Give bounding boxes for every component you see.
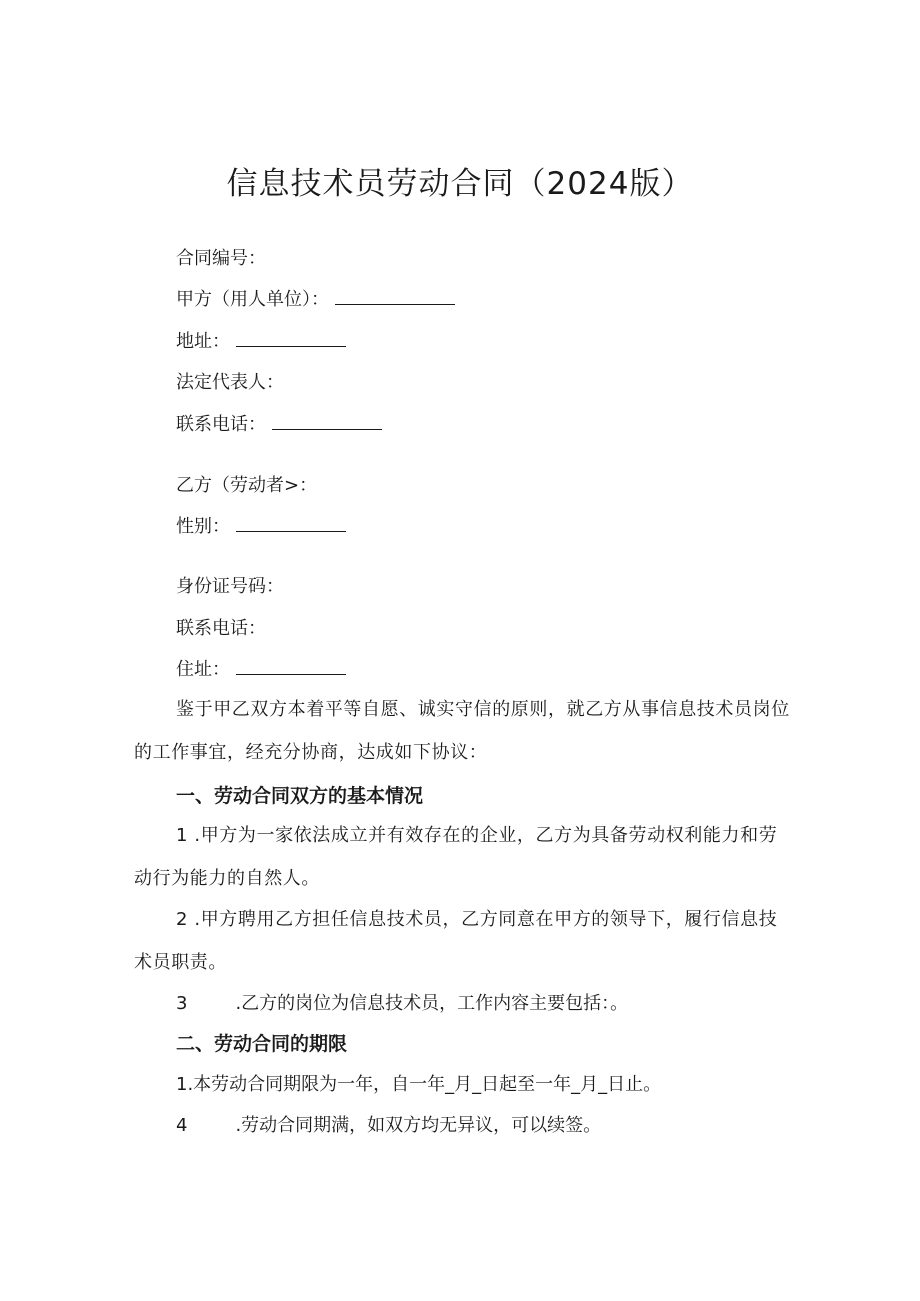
- document-title: 信息技术员劳动合同（2024版）: [226, 166, 694, 202]
- employer-label: 甲方（用人单位）：: [176, 289, 329, 310]
- employer-address-line: [176, 330, 346, 354]
- preamble-paragraph: [134, 688, 790, 774]
- section1-item3-number: 3: [176, 993, 188, 1014]
- section2-item4-number: 4: [176, 1115, 188, 1136]
- employer-phone-blank: [272, 413, 382, 430]
- employer-line: [176, 288, 455, 312]
- section2-item4-text: .劳动合同期满，如双方均无异议，可以续签。: [235, 1115, 602, 1136]
- contract-number-label: 合同编号：: [176, 248, 266, 269]
- section1-item3-text: .乙方的岗位为信息技术员，工作内容主要包括：。: [235, 993, 629, 1014]
- worker-address-line: [176, 658, 346, 682]
- worker-label: 乙方（劳动者>：: [176, 475, 318, 496]
- section1-item2-text: .甲方聘用乙方担任信息技术员，乙方同意在甲方的领导下，履行信息技术员职责。: [134, 909, 778, 973]
- section1-item3: [176, 992, 628, 1016]
- worker-address-label: 住址：: [176, 659, 230, 680]
- section2-heading: 二、劳动合同的期限: [176, 1033, 348, 1055]
- preamble-text: 鉴于甲乙双方本着平等自愿、诚实守信的原则，就乙方从事信息技术员岗位的工作事宜，经充分协商，达成如下协议：: [134, 699, 790, 763]
- worker-address-blank: [236, 658, 346, 675]
- section1-heading: 一、劳动合同双方的基本情况: [176, 785, 424, 807]
- id-number-label: 身份证号码：: [176, 576, 284, 597]
- gender-line: [176, 515, 346, 539]
- section1-item2: [134, 898, 790, 984]
- gender-label: 性别：: [176, 516, 230, 537]
- employer-blank: [335, 288, 455, 305]
- section2-item4: [176, 1114, 601, 1138]
- employer-address-label: 地址：: [176, 331, 230, 352]
- worker-phone-label: 联系电话：: [176, 618, 266, 639]
- section2-item1: 1.本劳动合同期限为一年，自一年_月_日起至一年_月_日止。: [176, 1074, 662, 1095]
- gender-blank: [236, 515, 346, 532]
- employer-phone-line: [176, 413, 382, 437]
- section1-item2-number: 2: [176, 909, 189, 930]
- section1-item1-text: .甲方为一家依法成立并有效存在的企业，乙方为具备劳动权利能力和劳动行为能力的自然人。: [134, 825, 778, 889]
- employer-address-blank: [236, 330, 346, 347]
- employer-phone-label: 联系电话：: [176, 414, 266, 435]
- section1-item1: [134, 814, 790, 900]
- section1-item1-number: 1: [176, 825, 189, 846]
- legal-rep-label: 法定代表人：: [176, 372, 284, 393]
